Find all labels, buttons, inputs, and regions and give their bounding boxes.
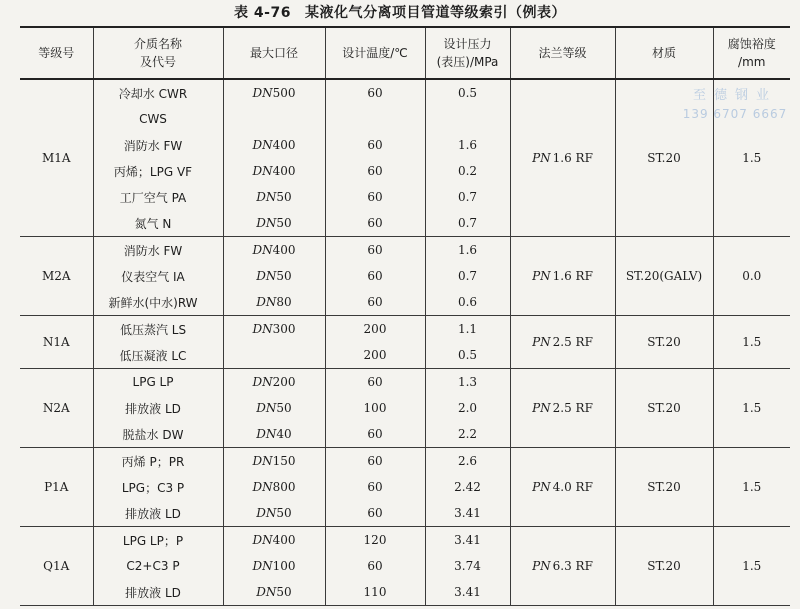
header-grade: 等级号 bbox=[20, 27, 93, 79]
dn-value: 50 bbox=[276, 216, 292, 230]
header-medium: 介质名称 及代号 bbox=[93, 27, 223, 79]
diameter-cell bbox=[223, 316, 325, 343]
dn-value: 800 bbox=[272, 480, 296, 494]
temperature-cell: 60 bbox=[325, 158, 425, 184]
material-cell: ST.20 bbox=[615, 79, 713, 237]
grade-group-q1a bbox=[20, 527, 790, 606]
pipe-grade-table bbox=[20, 26, 790, 606]
temperature-cell: 60 bbox=[325, 184, 425, 210]
pressure-cell: 2.2 bbox=[425, 421, 510, 448]
medium-cell: 丙烯；LPG VF bbox=[93, 158, 223, 184]
dn-prefix: DN bbox=[252, 322, 273, 336]
corrosion-cell: 1.5 bbox=[713, 369, 790, 448]
watermark bbox=[680, 86, 790, 124]
medium-cell: 低压蒸汽 LS bbox=[93, 316, 223, 343]
dn-value: 400 bbox=[272, 533, 296, 547]
table-title: 某液化气分离项目管道等级索引（例表） bbox=[304, 5, 566, 21]
pressure-cell: 1.3 bbox=[425, 369, 510, 396]
dn-prefix: DN bbox=[256, 427, 277, 441]
flange-value: 2.5 RF bbox=[552, 335, 593, 349]
table-row bbox=[20, 237, 790, 264]
medium-cell: C2+C3 P bbox=[93, 553, 223, 579]
temperature-cell: 60 bbox=[325, 553, 425, 579]
dn-value: 80 bbox=[276, 295, 292, 309]
flange-cell bbox=[510, 237, 615, 316]
flange-cell bbox=[510, 448, 615, 527]
medium-cell: 脱盐水 DW bbox=[93, 421, 223, 448]
grade-group-p1a bbox=[20, 448, 790, 527]
grade-code: P1A bbox=[20, 448, 93, 527]
dn-value: 100 bbox=[272, 559, 296, 573]
pressure-cell bbox=[425, 106, 510, 132]
header-row bbox=[20, 27, 790, 79]
material-cell: ST.20 bbox=[615, 316, 713, 369]
header-pressure: 设计压力 (表压)/MPa bbox=[425, 27, 510, 79]
pressure-cell: 2.6 bbox=[425, 448, 510, 475]
dn-prefix: DN bbox=[252, 164, 273, 178]
temperature-cell: 200 bbox=[325, 342, 425, 369]
medium-cell: LPG；C3 P bbox=[93, 474, 223, 500]
temperature-cell: 100 bbox=[325, 395, 425, 421]
flange-prefix: PN bbox=[532, 151, 551, 165]
medium-cell: 排放液 LD bbox=[93, 395, 223, 421]
diameter-cell bbox=[223, 289, 325, 316]
dn-prefix: DN bbox=[256, 269, 277, 283]
corrosion-cell: 1.5 bbox=[713, 527, 790, 606]
pressure-cell: 2.42 bbox=[425, 474, 510, 500]
medium-cell: 新鲜水(中水)RW bbox=[93, 289, 223, 316]
dn-prefix: DN bbox=[252, 454, 273, 468]
dn-prefix: DN bbox=[256, 190, 277, 204]
medium-cell: LPG LP；P bbox=[93, 527, 223, 554]
temperature-cell: 120 bbox=[325, 527, 425, 554]
dn-prefix: DN bbox=[256, 216, 277, 230]
medium-cell: 排放液 LD bbox=[93, 500, 223, 527]
grade-code: M2A bbox=[20, 237, 93, 316]
dn-prefix: DN bbox=[252, 86, 273, 100]
medium-cell: 消防水 FW bbox=[93, 237, 223, 264]
dn-value: 50 bbox=[276, 269, 292, 283]
flange-cell bbox=[510, 79, 615, 237]
pressure-cell: 0.7 bbox=[425, 263, 510, 289]
temperature-cell: 60 bbox=[325, 448, 425, 475]
flange-value: 1.6 RF bbox=[552, 151, 593, 165]
grade-code: N1A bbox=[20, 316, 93, 369]
temperature-cell: 60 bbox=[325, 263, 425, 289]
diameter-cell bbox=[223, 79, 325, 106]
medium-cell: 工厂空气 PA bbox=[93, 184, 223, 210]
temperature-cell bbox=[325, 106, 425, 132]
pressure-cell: 0.2 bbox=[425, 158, 510, 184]
flange-prefix: PN bbox=[532, 401, 551, 415]
diameter-cell bbox=[223, 500, 325, 527]
medium-cell: CWS bbox=[93, 106, 223, 132]
flange-prefix: PN bbox=[532, 269, 551, 283]
dn-value: 40 bbox=[276, 427, 292, 441]
temperature-cell: 60 bbox=[325, 132, 425, 158]
dn-prefix: DN bbox=[256, 401, 277, 415]
medium-cell: 仪表空气 IA bbox=[93, 263, 223, 289]
diameter-cell bbox=[223, 184, 325, 210]
temperature-cell: 60 bbox=[325, 79, 425, 106]
header-diameter: 最大口径 bbox=[223, 27, 325, 79]
dn-prefix: DN bbox=[252, 559, 273, 573]
dn-prefix: DN bbox=[256, 295, 277, 309]
header-flange: 法兰等级 bbox=[510, 27, 615, 79]
pressure-cell: 3.41 bbox=[425, 527, 510, 554]
flange-cell bbox=[510, 316, 615, 369]
dn-value: 50 bbox=[276, 401, 292, 415]
flange-value: 4.0 RF bbox=[552, 480, 593, 494]
diameter-cell bbox=[223, 395, 325, 421]
diameter-cell bbox=[223, 106, 325, 132]
diameter-cell bbox=[223, 527, 325, 554]
flange-prefix: PN bbox=[532, 480, 551, 494]
grade-code: M1A bbox=[20, 79, 93, 237]
flange-cell bbox=[510, 369, 615, 448]
diameter-cell bbox=[223, 448, 325, 475]
temperature-cell: 60 bbox=[325, 421, 425, 448]
dn-prefix: DN bbox=[256, 585, 277, 599]
flange-prefix: PN bbox=[532, 335, 551, 349]
material-cell: ST.20 bbox=[615, 448, 713, 527]
temperature-cell: 110 bbox=[325, 579, 425, 606]
diameter-cell bbox=[223, 342, 325, 369]
header-material: 材质 bbox=[615, 27, 713, 79]
pressure-cell: 0.7 bbox=[425, 184, 510, 210]
medium-cell: 低压凝液 LC bbox=[93, 342, 223, 369]
watermark-company: 至德钢业 bbox=[692, 88, 777, 103]
material-cell: ST.20 bbox=[615, 527, 713, 606]
dn-value: 500 bbox=[272, 86, 296, 100]
grade-group-m2a bbox=[20, 237, 790, 316]
diameter-cell bbox=[223, 263, 325, 289]
corrosion-cell: 1.5 bbox=[713, 79, 790, 237]
pressure-cell: 0.5 bbox=[425, 342, 510, 369]
grade-code: Q1A bbox=[20, 527, 93, 606]
medium-cell: 排放液 LD bbox=[93, 579, 223, 606]
grade-group-n1a bbox=[20, 316, 790, 369]
medium-cell: LPG LP bbox=[93, 369, 223, 396]
dn-value: 150 bbox=[272, 454, 296, 468]
diameter-cell bbox=[223, 158, 325, 184]
header-corrosion: 腐蚀裕度 /mm bbox=[713, 27, 790, 79]
dn-prefix: DN bbox=[252, 480, 273, 494]
temperature-cell: 60 bbox=[325, 369, 425, 396]
dn-value: 400 bbox=[272, 243, 296, 257]
pressure-cell: 1.6 bbox=[425, 132, 510, 158]
pressure-cell: 1.6 bbox=[425, 237, 510, 264]
diameter-cell bbox=[223, 369, 325, 396]
dn-value: 200 bbox=[272, 375, 296, 389]
diameter-cell bbox=[223, 579, 325, 606]
dn-prefix: DN bbox=[256, 506, 277, 520]
flange-prefix: PN bbox=[532, 559, 551, 573]
flange-value: 2.5 RF bbox=[552, 401, 593, 415]
table-row bbox=[20, 79, 790, 106]
flange-value: 6.3 RF bbox=[552, 559, 593, 573]
diameter-cell bbox=[223, 553, 325, 579]
diameter-cell bbox=[223, 237, 325, 264]
pressure-cell: 0.7 bbox=[425, 210, 510, 237]
corrosion-cell: 0.0 bbox=[713, 237, 790, 316]
temperature-cell: 60 bbox=[325, 289, 425, 316]
table-row bbox=[20, 527, 790, 554]
medium-cell: 丙烯 P；PR bbox=[93, 448, 223, 475]
dn-prefix: DN bbox=[252, 533, 273, 547]
watermark-phone: 139 6707 6667 bbox=[682, 107, 788, 121]
pressure-cell: 2.0 bbox=[425, 395, 510, 421]
temperature-cell: 60 bbox=[325, 474, 425, 500]
pressure-cell: 0.5 bbox=[425, 79, 510, 106]
diameter-cell bbox=[223, 474, 325, 500]
diameter-cell bbox=[223, 210, 325, 237]
table-caption bbox=[0, 2, 800, 24]
grade-code: N2A bbox=[20, 369, 93, 448]
temperature-cell: 60 bbox=[325, 500, 425, 527]
grade-group-n2a bbox=[20, 369, 790, 448]
medium-cell: 消防水 FW bbox=[93, 132, 223, 158]
dn-value: 300 bbox=[272, 322, 296, 336]
pressure-cell: 0.6 bbox=[425, 289, 510, 316]
pressure-cell: 3.74 bbox=[425, 553, 510, 579]
temperature-cell: 60 bbox=[325, 210, 425, 237]
dn-prefix: DN bbox=[252, 138, 273, 152]
material-cell: ST.20(GALV) bbox=[615, 237, 713, 316]
dn-prefix: DN bbox=[252, 243, 273, 257]
pressure-cell: 3.41 bbox=[425, 500, 510, 527]
dn-prefix: DN bbox=[252, 375, 273, 389]
dn-value: 50 bbox=[276, 585, 292, 599]
material-cell: ST.20 bbox=[615, 369, 713, 448]
dn-value: 50 bbox=[276, 506, 292, 520]
corrosion-cell: 1.5 bbox=[713, 448, 790, 527]
diameter-cell bbox=[223, 132, 325, 158]
header-temperature: 设计温度/℃ bbox=[325, 27, 425, 79]
flange-cell bbox=[510, 527, 615, 606]
temperature-cell: 200 bbox=[325, 316, 425, 343]
table-row bbox=[20, 369, 790, 396]
table-number: 表 4-76 bbox=[234, 5, 291, 21]
grade-group-m1a bbox=[20, 79, 790, 237]
medium-cell: 冷却水 CWR bbox=[93, 79, 223, 106]
temperature-cell: 60 bbox=[325, 237, 425, 264]
table-row bbox=[20, 316, 790, 343]
pressure-cell: 1.1 bbox=[425, 316, 510, 343]
dn-value: 400 bbox=[272, 164, 296, 178]
flange-value: 1.6 RF bbox=[552, 269, 593, 283]
table-row bbox=[20, 448, 790, 475]
pressure-cell: 3.41 bbox=[425, 579, 510, 606]
corrosion-cell: 1.5 bbox=[713, 316, 790, 369]
medium-cell: 氮气 N bbox=[93, 210, 223, 237]
dn-value: 50 bbox=[276, 190, 292, 204]
dn-value: 400 bbox=[272, 138, 296, 152]
diameter-cell bbox=[223, 421, 325, 448]
